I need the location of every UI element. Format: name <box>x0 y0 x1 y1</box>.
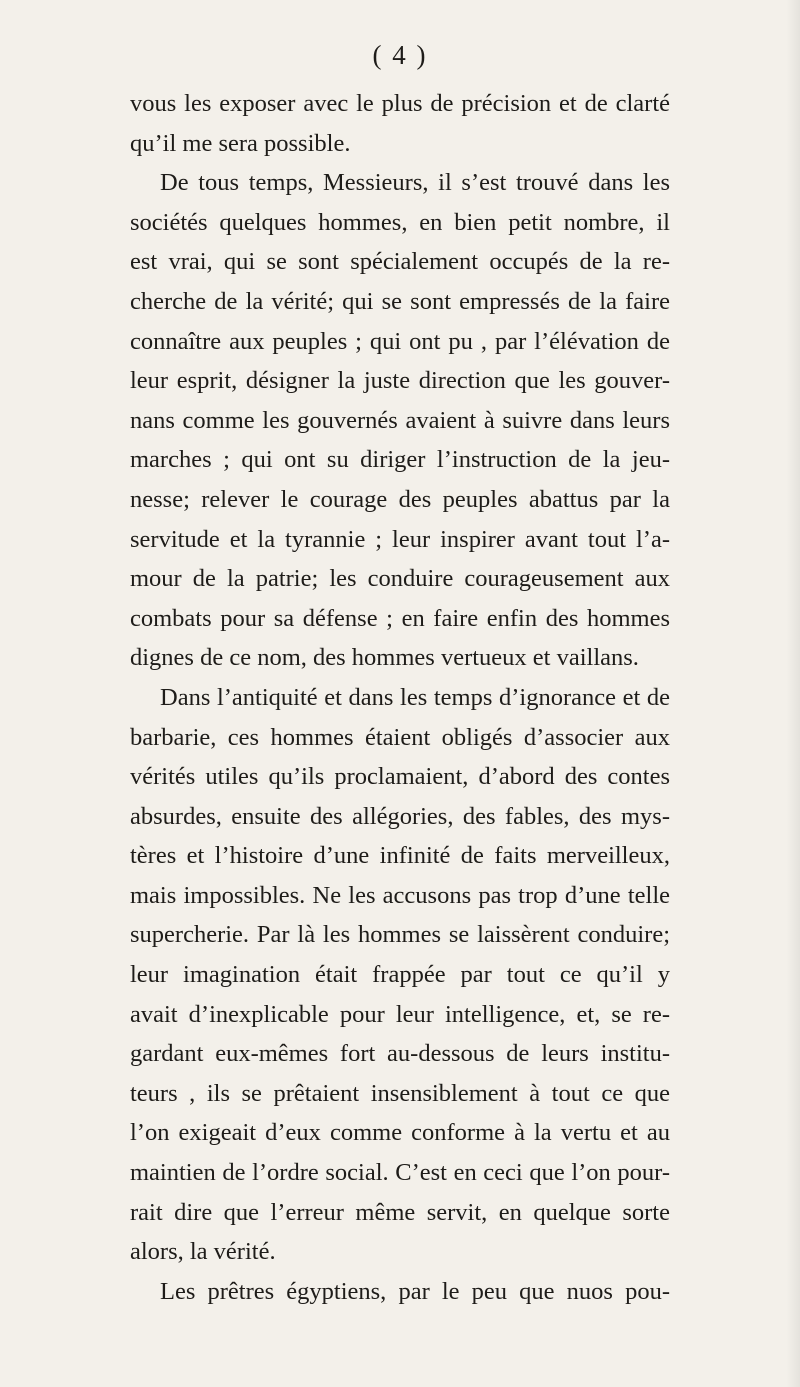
body-text <box>130 84 670 1311</box>
text-line: est vrai, qui se sont spécialement occupés de la re- <box>130 248 670 276</box>
page-edge-shadow <box>786 0 800 1387</box>
text-line: leur esprit, désigner la juste direction que les gouver- <box>130 367 670 395</box>
text-line: alors, la vérité. <box>130 1238 276 1266</box>
text-line: sociétés quelques hommes, en bien petit nombre, il <box>130 208 670 236</box>
text-line: absurdes, ensuite des allégories, des fables, des mys- <box>130 802 670 830</box>
text-line: rait dire que l’erreur même servit, en quelque sorte <box>130 1198 670 1226</box>
text-line: connaître aux peuples ; qui ont pu , par l’élévation de <box>130 327 670 355</box>
text-line: dignes de ce nom, des hommes vertueux et vaillans. <box>130 644 639 672</box>
text-line: qu’il me sera possible. <box>130 129 351 157</box>
text-line: vous les exposer avec le plus de précision et de clarté <box>130 90 670 117</box>
text-line: l’on exigeait d’eux comme conforme à la vertu et au <box>130 1119 670 1147</box>
text-line: avait d’inexplicable pour leur intelligence, et, se re- <box>130 1000 670 1028</box>
text-line: Les prêtres égyptiens, par le peu que nuos pou- <box>160 1277 670 1305</box>
text-line: mour de la patrie; les conduire courageusement aux <box>130 565 670 593</box>
text-line: cherche de la vérité; qui se sont empressés de la faire <box>130 287 670 315</box>
text-line: mais impossibles. Ne les accusons pas trop d’une telle <box>130 881 670 909</box>
text-line: teurs , ils se prêtaient insensiblement à tout ce que <box>130 1079 670 1107</box>
text-line: vérités utiles qu’ils proclamaient, d’abord des contes <box>130 763 670 791</box>
text-line: Dans l’antiquité et dans les temps d’ignorance et de <box>160 683 670 711</box>
text-line: nans comme les gouvernés avaient à suivre dans leurs <box>130 406 670 434</box>
text-line: servitude et la tyrannie ; leur inspirer avant tout l’a- <box>130 525 670 553</box>
text-line: combats pour sa défense ; en faire enfin des hommes <box>130 604 670 632</box>
text-line: De tous temps, Messieurs, il s’est trouvé dans les <box>160 169 670 197</box>
text-line: maintien de l’ordre social. C’est en ceci que l’on pour- <box>130 1159 670 1187</box>
text-line: leur imagination était frappée par tout ce qu’il y <box>130 961 670 989</box>
text-line: supercherie. Par là les hommes se laissèrent conduire; <box>130 921 670 949</box>
text-line: barbarie, ces hommes étaient obligés d’associer aux <box>130 723 670 751</box>
text-line: marches ; qui ont su diriger l’instruction de la jeu- <box>130 446 670 474</box>
text-line: nesse; relever le courage des peuples abattus par la <box>130 485 670 513</box>
text-line: gardant eux-mêmes fort au-dessous de leurs institu- <box>130 1040 670 1068</box>
page-number: ( 4 ) <box>372 40 428 70</box>
text-line: tères et l’histoire d’une infinité de faits merveilleux, <box>130 842 670 870</box>
